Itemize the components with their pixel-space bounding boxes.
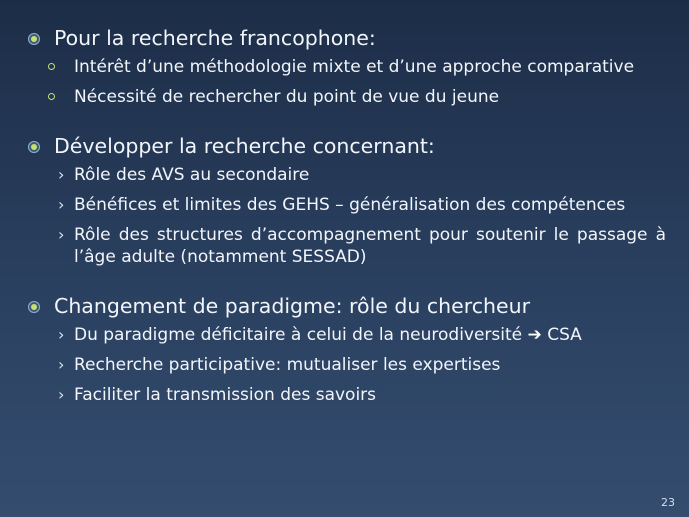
slide-content bbox=[26, 26, 666, 414]
chevron-right-icon: › bbox=[58, 225, 65, 244]
section-3-item-1 bbox=[26, 324, 666, 346]
right-arrow-icon: ➔ bbox=[527, 325, 542, 345]
section-1-item-1-text: Intérêt d’une méthodologie mixte et d’une approche comparative bbox=[74, 57, 635, 77]
spacer bbox=[26, 276, 666, 294]
section-2-item-2-text: Bénéfices et limites des GEHS – généralisation des compétences bbox=[74, 195, 626, 215]
round-bullet-icon bbox=[28, 33, 40, 45]
section-3-item-2-text: Recherche participative: mutualiser les expertises bbox=[74, 355, 501, 375]
section-2-item-1-text: Rôle des AVS au secondaire bbox=[74, 165, 310, 185]
section-2-title: Développer la recherche concernant: bbox=[54, 134, 435, 158]
section-3-title: Changement de paradigme: rôle du chercheur bbox=[54, 294, 531, 318]
section-1-title: Pour la recherche francophone: bbox=[54, 26, 376, 50]
section-1-item-2-text: Nécessité de rechercher du point de vue du jeune bbox=[74, 87, 500, 107]
chevron-right-icon: › bbox=[58, 385, 65, 404]
chevron-right-icon: › bbox=[58, 195, 65, 214]
section-1-item-1 bbox=[26, 56, 666, 78]
section-3-item-1-suffix: CSA bbox=[547, 325, 582, 345]
section-3-item-3 bbox=[26, 384, 666, 406]
section-3-item-1-text: Du paradigme déficitaire à celui de la neurodiversité bbox=[74, 325, 523, 345]
circle-bullet-icon bbox=[48, 63, 55, 70]
section-2-item-3-text: Rôle des structures d’accompagnement pour soutenir le passage à l’âge adulte (notamment SESSAD) bbox=[74, 225, 666, 267]
section-3-item-2 bbox=[26, 354, 666, 376]
chevron-right-icon: › bbox=[58, 355, 65, 374]
round-bullet-icon bbox=[28, 141, 40, 153]
section-2-item-1 bbox=[26, 164, 666, 186]
section-3-item-3-text: Faciliter la transmission des savoirs bbox=[74, 385, 377, 405]
round-bullet-icon bbox=[28, 301, 40, 313]
chevron-right-icon: › bbox=[58, 325, 65, 344]
slide-number: 23 bbox=[661, 496, 675, 509]
chevron-right-icon: › bbox=[58, 165, 65, 184]
section-1-heading bbox=[26, 26, 666, 50]
section-3-heading bbox=[26, 294, 666, 318]
circle-bullet-icon bbox=[48, 93, 55, 100]
section-1-item-2 bbox=[26, 86, 666, 108]
section-2-item-3 bbox=[26, 224, 666, 268]
section-2-item-2 bbox=[26, 194, 666, 216]
spacer bbox=[26, 116, 666, 134]
section-2-heading bbox=[26, 134, 666, 158]
